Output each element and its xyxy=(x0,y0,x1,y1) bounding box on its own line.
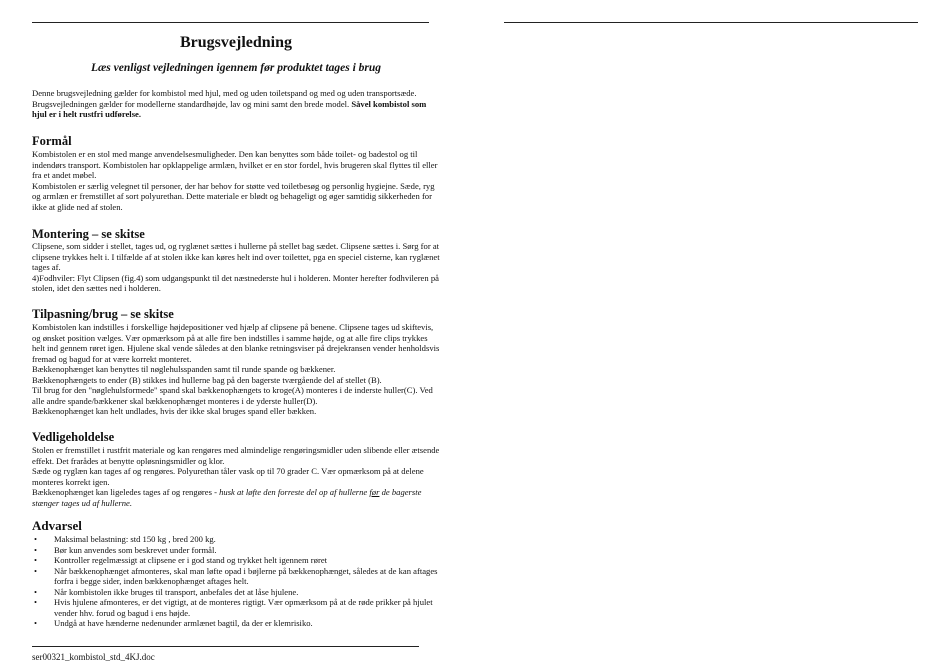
paragraph: Bækkenophængets to ender (B) stikkes ind hullerne bag på den bagerste tværgående del af stellet (B). xyxy=(32,374,382,385)
bullet-icon: • xyxy=(34,555,38,565)
list-item: • Maksimal belastning: std 150 kg , bred 200 kg. xyxy=(34,534,216,544)
italic-text: husk at løfte den forreste del op af hullerne xyxy=(219,487,370,497)
list-item: • Når bækkenophænget afmonteres, skal man løfte opad i bøjlerne på bækkenophænget, således at de kan aftages forfra i begge sider, inden bækkenophænget aftages helt. xyxy=(34,565,438,586)
paragraph: Bækkenophænget kan helt undlades, hvis der ikke skal bruges spand eller bækken. xyxy=(32,406,317,416)
section-body-formaal xyxy=(32,149,440,212)
bullet-icon: • xyxy=(34,565,38,576)
list-item: • Undgå at have hænderne nedenunder armlænet bagtil, da der er klemrisiko. xyxy=(34,618,313,628)
list-item: • Kontroller regelmæssigt at clipsene er i god stand og trykket helt igennem røret xyxy=(34,555,328,565)
bullet-icon: • xyxy=(34,544,38,555)
paragraph: Stolen er fremstillet i rustfrit materiale og kan rengøres med almindelige rengøringsmidler uden slibende eller ætsende effekt. Det frarådes at benytte opløsningsmidler og klor. xyxy=(32,445,440,466)
top-rule-right xyxy=(504,22,918,23)
section-heading-vedligeholdelse: Vedligeholdelse xyxy=(32,430,115,444)
intro-bold-text: Såvel kombistol som hjul er i helt rustfri udførelse. xyxy=(32,98,427,119)
bullet-icon: • xyxy=(34,618,38,628)
document-title: Brugsvejledning xyxy=(179,34,292,51)
paragraph: 4)Fodhviler: Flyt Clipsen (fig.4) som udgangspunkt til det næstnederste hul i holderen. Monter herefter fodhvileren på stolen, idet den sættes ned i holderen. xyxy=(32,272,439,293)
bullet-icon: • xyxy=(34,597,38,607)
paragraph: Kombistolen er særlig velegnet til personer, der har behov for støtte ved toiletbesøg og personlig hygiejne. Sæde, ryg og armlæn er fremstillet af sort polyurethan. Dette materiale er blødt og behageligt og øger samtidig sikkerheden for ikke at glide ned af stolen. xyxy=(32,180,435,212)
warning-list xyxy=(32,534,440,629)
intro-text: Denne brugsvejledning gælder for kombistol med hjul, med og uden toiletspand og med og uden transportsæde. Brugsvejledningen gælder for modellerne standardhøjde, lav og mini samt den brede model. xyxy=(32,88,417,109)
document-subtitle: Læs venligst vejledningen igennem før produktet tages i brug xyxy=(90,62,382,74)
list-item: • Når kombistolen ikke bruges til transport, anbefales det at låse hjulene. xyxy=(34,586,299,597)
paragraph: Sæde og ryglæn kan tages af og rengøres. Polyurethan tåler vask op til 70 grader C. Vær opmærksom på at delene monteres korrekt igen. xyxy=(32,466,424,487)
section-heading-montering: Montering – se skitse xyxy=(32,227,145,241)
bullet-icon: • xyxy=(34,534,38,544)
paragraph: Bækkenophænget kan benyttes til nøglehulsspanden samt til runde spande og bækkener. xyxy=(32,364,336,374)
document-page-left xyxy=(32,0,440,664)
bottom-rule-left xyxy=(32,646,419,647)
list-item: • Bør kun anvendes som beskrevet under formål. xyxy=(34,544,217,555)
paragraph: Clipsene, som sidder i stellet, tages ud, og ryglænet sættes i hullerne på stellet bag sædet. Clipsene sættes i. Sørg for at clipsene trykkes helt i. I tilfælde af at stolen ikke kan køres helt ind over toilettet, pga en speciel cisterne, kan ryglænet tages af. xyxy=(32,241,440,272)
section-body-vedligeholdelse xyxy=(32,445,440,508)
underlined-text: før xyxy=(369,487,380,497)
section-body-montering xyxy=(32,241,440,294)
paragraph: Til brug for den "nøglehulsformede" spand skal bækkenophængets to kroge(A) monteres i de inderste huller(C). Ved alle andre spande/bækkener skal bækkenophænget monteres i de yderste huller(D). xyxy=(32,385,433,406)
italic-text-end: de bagerste stænger tages ud af hullerne. xyxy=(32,487,422,508)
paragraph: Kombistolen kan indstilles i forskellige højdepositioner ved hjælp af clipsene på benene. Clipsene tages ud skiftevis, og ønsket position vælges. Vær opmærksom på at alle fire ben indstilles i samme højde, og at alle fire clips trykkes helt ind gennem røret igen. Hjulene skal vende således at den blanke retningsviser på drejekransen vender henholdsvis fremad og bagud for at være korrekt monteret. xyxy=(32,322,440,364)
section-heading-formaal: Formål xyxy=(32,134,72,148)
paragraph xyxy=(32,487,440,508)
section-body-tilpasning xyxy=(32,322,440,417)
list-item: • Hvis hjulene afmonteres, er det vigtigt, at de monteres rigtigt. Vær opmærksom på at de røde prikker på hjulet vender hhv. forud og bagud i ens højde. xyxy=(34,597,433,618)
footer-filename: ser00321_kombistol_std_4KJ.doc xyxy=(32,652,155,662)
paragraph: Kombistolen er en stol med mange anvendelsesmuligheder. Den kan benyttes som både toilet- og badestol og til indendørs transport. Kombistolen har opklappelige armlæn, hvilket er en stor fordel, hvis brugeren skal flyttes til eller fra et andet møbel. xyxy=(32,149,438,180)
intro-paragraph xyxy=(32,88,440,120)
section-heading-advarsel: Advarsel xyxy=(32,518,82,533)
section-heading-tilpasning: Tilpasning/brug – se skitse xyxy=(32,307,174,321)
plain-text: Bækkenophænget kan ligeledes tages af og rengøres - xyxy=(32,487,220,497)
bullet-icon: • xyxy=(34,586,38,597)
